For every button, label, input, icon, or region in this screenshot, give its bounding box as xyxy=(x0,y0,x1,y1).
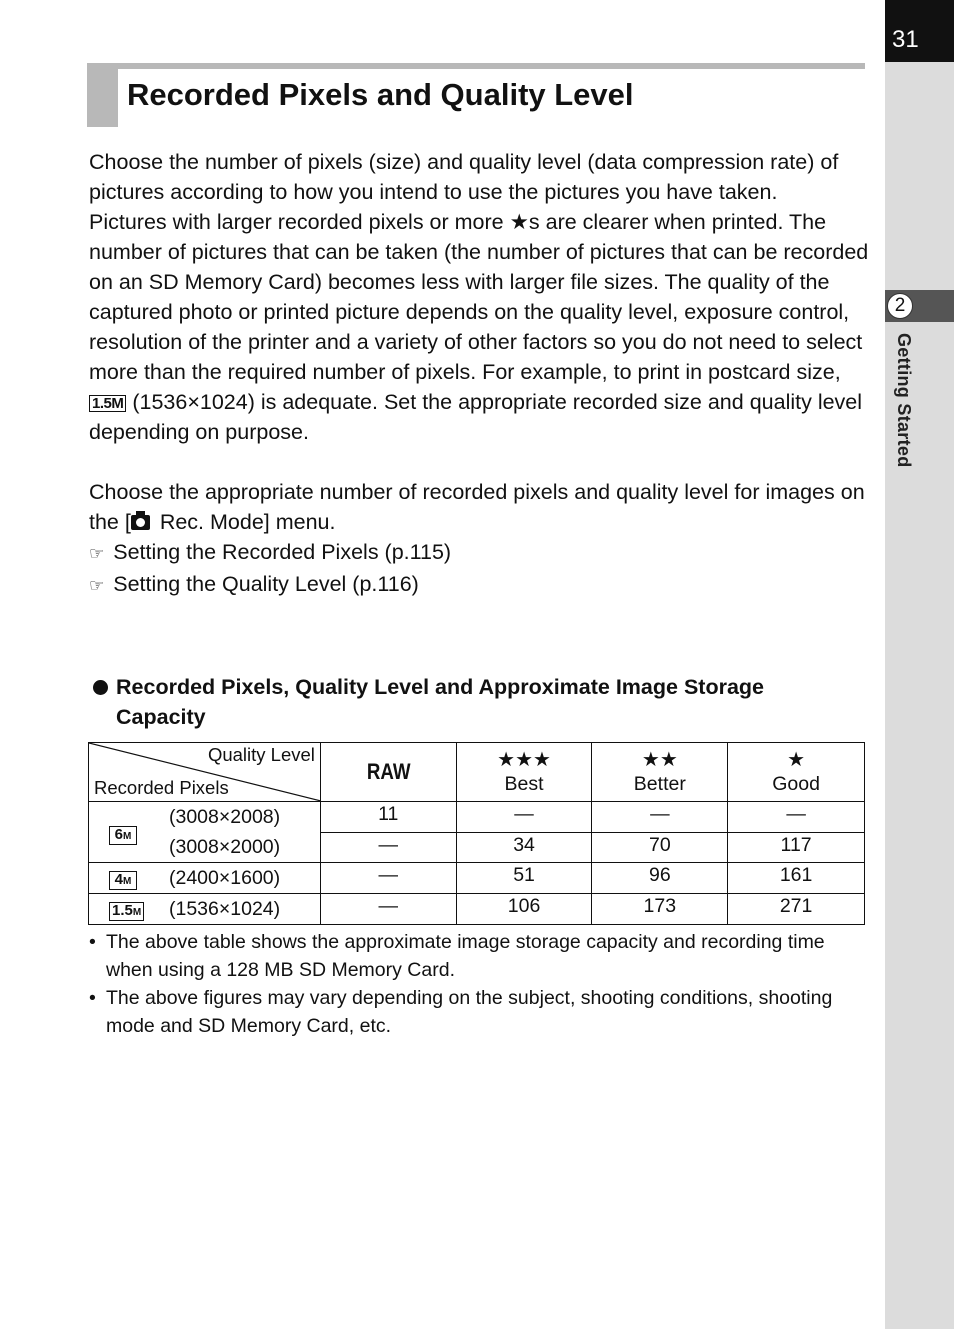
page-number: 31 xyxy=(892,26,919,53)
table-cell: — xyxy=(592,802,728,833)
column-header-raw: RAW xyxy=(320,743,456,802)
size-1-5m-icon: 1.5M xyxy=(109,902,144,921)
table-row xyxy=(89,894,865,925)
table-cell: 11 xyxy=(320,802,456,833)
intro-paragraph-1: Choose the number of pixels (size) and quality level (data compression rate) of pictures according to how you intend to use the pictures you have taken. xyxy=(89,150,839,204)
section-heading xyxy=(93,672,853,732)
side-strip xyxy=(885,0,954,1329)
heading-rule xyxy=(87,63,865,69)
table-corner-cell xyxy=(89,743,321,802)
resolution-label: (3008×2000) xyxy=(169,836,281,858)
intro-p3-end: Rec. Mode] menu. xyxy=(153,510,336,534)
table-row xyxy=(89,863,865,894)
resolution-label: (3008×2008) xyxy=(169,806,281,828)
stars-icon: ★ xyxy=(787,749,806,771)
corner-recorded-pixels: Recorded Pixels xyxy=(94,777,229,798)
table-cell: 117 xyxy=(728,832,865,863)
reference-icon: ☞ xyxy=(89,576,105,595)
column-header-good: ★ Good xyxy=(728,743,865,802)
reference-text: Setting the Recorded Pixels (p.115) xyxy=(113,540,452,564)
intro-paragraph-3 xyxy=(89,477,869,537)
intro-paragraph-2 xyxy=(89,207,869,447)
stars-icon: ★★★ xyxy=(497,749,551,771)
reference-icon: ☞ xyxy=(89,544,105,563)
table-cell: 271 xyxy=(728,894,865,925)
table-cell: 70 xyxy=(592,832,728,863)
table-cell: — xyxy=(320,832,456,863)
resolution-cell-1-5m xyxy=(89,894,321,925)
camera-icon xyxy=(131,515,150,530)
reference-text: Setting the Quality Level (p.116) xyxy=(113,572,419,596)
chapter-title: Getting Started xyxy=(894,333,914,468)
column-header-better: ★★ Better xyxy=(592,743,728,802)
intro-p2-middle: s are clearer when printed. The number of pictures that can be taken (the number of pictures that can be recorded on an SD Memory Card) becomes less with larger file sizes. The quality of the captured photo or printed picture depends on the quality level, exposure control, resolution of the printer and a variety of other factors so you do not need to select more than the required number of pixels. For example, to print in postcard size, xyxy=(89,210,869,384)
size-6m-icon: 6M xyxy=(109,826,137,845)
intro-p3-start: Choose the appropriate number of recorded pixels and quality level for images on the [ xyxy=(89,480,865,534)
note-item: • The above figures may vary depending on the subject, shooting conditions, shooting mode and SD Memory Card, etc. xyxy=(89,984,869,1040)
size-1-5m-icon: 1.5M xyxy=(89,395,126,412)
note-item: • The above table shows the approximate image storage capacity and recording time when using a 128 MB SD Memory Card. xyxy=(89,928,869,984)
resolution-label: (2400×1600) xyxy=(169,867,281,889)
size-4m-icon: 4M xyxy=(109,871,137,890)
heading-block xyxy=(87,63,118,127)
table-cell: 51 xyxy=(456,863,592,894)
table-cell: — xyxy=(456,802,592,833)
reference-link[interactable] xyxy=(89,569,869,601)
chapter-number: 2 xyxy=(887,293,913,319)
table-cell: — xyxy=(320,894,456,925)
intro-text xyxy=(89,147,869,601)
table-cell: 34 xyxy=(456,832,592,863)
resolution-cell-6m xyxy=(89,802,321,863)
resolution-label: (1536×1024) xyxy=(169,898,281,920)
column-header-best: ★★★ Best xyxy=(456,743,592,802)
corner-quality-level: Quality Level xyxy=(207,744,315,765)
table-cell: — xyxy=(728,802,865,833)
intro-p2-start: Pictures with larger recorded pixels or more xyxy=(89,210,510,234)
table-cell: 173 xyxy=(592,894,728,925)
section-title: Recorded Pixels, Quality Level and Approximate Image Storage Capacity xyxy=(116,675,764,729)
stars-icon: ★★ xyxy=(641,749,678,771)
table-cell: — xyxy=(320,863,456,894)
table-cell: 106 xyxy=(456,894,592,925)
reference-link[interactable] xyxy=(89,537,869,569)
intro-p2-end: (1536×1024) is adequate. Set the appropriate recorded size and quality level depending on purpose. xyxy=(89,390,863,444)
page-title: Recorded Pixels and Quality Level xyxy=(127,77,634,112)
star-icon: ★ xyxy=(509,210,529,234)
table-row xyxy=(89,802,865,833)
bullet-icon xyxy=(93,680,108,695)
resolution-cell-4m xyxy=(89,863,321,894)
table-cell: 161 xyxy=(728,863,865,894)
capacity-table xyxy=(88,742,865,925)
table-cell: 96 xyxy=(592,863,728,894)
notes-list xyxy=(89,928,869,1040)
table-header-row xyxy=(89,743,865,802)
